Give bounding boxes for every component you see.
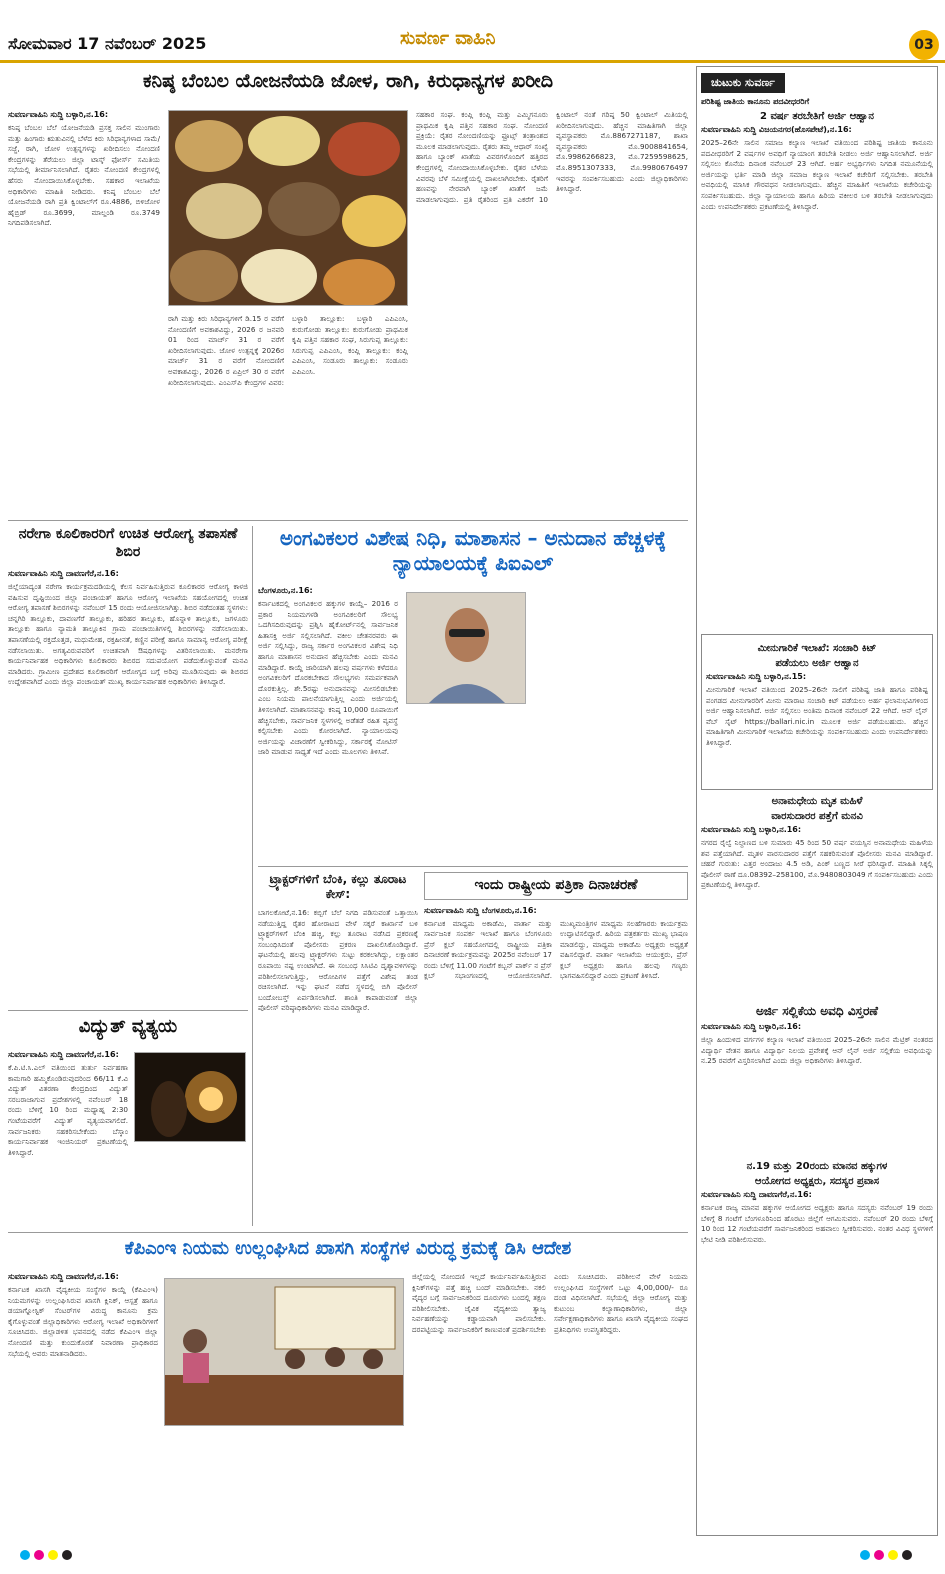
registration-marks [0,1546,945,1566]
pil-byline: ಬೆಂಗಳೂರು,ನ.16: [258,586,313,595]
masthead-rule [0,60,945,63]
pressday-text: ಕರ್ನಾಟಕ ಮಾಧ್ಯಮ ಅಕಾಡೆಮಿ, ವಾರ್ತಾ ಮತ್ತು ಸಾರ್ವಜನಿಕ ಸಂಪರ್ಕ ಇಲಾಖೆ ಹಾಗೂ ಬೆಂಗಳೂರು ಪ್ರೆಸ್ ಕ್ಲಬ್ ಸಹಯೋಗದಲ್ಲಿ ರಾಷ್ಟ್ರೀಯ ಪತ್ರಿಕಾ ದಿನಾಚರಣೆ ಕಾರ್ಯಕ್ರಮವನ್ನು 2025ರ ನವೆಂಬರ್ 17 ರಂದು ಬೆಳಿಗ್ಗೆ 11.00 ಗಂಟೆಗೆ ಕಬ್ಬನ್ ಪಾರ್ಕ್ ನ ಪ್ರೆಸ್ ಕ್ಲಬ್ ಸಭಾಂಗಣದಲ್ಲಿ ಆಯೋಜಿಸಲಾಗಿದೆ. ಮುಖ್ಯಮಂತ್ರಿಗಳ ಮಾಧ್ಯಮ ಸಲಹೆಗಾರರು ಕಾರ್ಯಕ್ರಮ ಉದ್ಘಾಟಿಸಲಿದ್ದಾರೆ. ಹಿರಿಯ ಪತ್ರಕರ್ತರು ಮುಖ್ಯ ಭಾಷಣ ಮಾಡಲಿದ್ದು, ಮಾಧ್ಯಮ ಅಕಾಡೆಮಿ ಅಧ್ಯಕ್ಷರು ಅಧ್ಯಕ್ಷತೆ ವಹಿಸಲಿದ್ದಾರೆ. ವಾರ್ತಾ ಇಲಾಖೆಯ ಆಯುಕ್ತರು, ಪ್ರೆಸ್ ಕ್ಲಬ್ ಅಧ್ಯಕ್ಷರು ಹಾಗೂ ಹಲವು ಗಣ್ಯರು ಭಾಗವಹಿಸಲಿದ್ದಾರೆ ಎಂದು ಪ್ರಕಟಣೆ ತಿಳಿಸಿದೆ. [424,918,688,981]
s5-block [701,1161,933,1313]
s3-subtitle: ವಾರಸುದಾರರ ಪತ್ತೆಗೆ ಮನವಿ [771,811,863,822]
pil-headline: ಅಂಗವಿಕಲರ ವಿಶೇಷ ನಿಧಿ, ಮಾಶಾಸನ – ಅನುದಾನ ಹೆಚ್ಚಳಕ್ಕೆ ನ್ಯಾಯಾಲಯಕ್ಕೆ ಪಿಐಎಲ್ [279,526,667,575]
s1-title: 2 ವರ್ಷ ತರಬೇತಿಗೆ ಅರ್ಜಿ ಆಹ್ವಾನ [760,111,874,122]
pil-text-cont [534,586,688,856]
reg-mark-magenta [34,1550,44,1560]
tractor-text: ಬಾಗಲಕೋಟೆ,ನ.16: ಕಬ್ಬಿಗೆ ಬೆಲೆ ನಿಗದಿ ಪಡಿಸುವಂತೆ ಒತ್ತಾಯಿಸಿ ನಡೆಯುತ್ತಿದ್ದ ರೈತರ ಹೋರಾಟದ ವೇಳೆ ಸಕ್ಕರೆ ಕಾರ್ಖಾನೆ ಬಳಿ ಟ್ರ್ಯಾಕ್ಟರ್‌ಗಳಿಗೆ ಬೆಂಕಿ ಹಚ್ಚಿ, ಕಲ್ಲು ತೂರಾಟ ನಡೆಸಿದ ಪ್ರಕರಣಕ್ಕೆ ಸಂಬಂಧಿಸಿದಂತೆ ಪೊಲೀಸರು ಪ್ರಕರಣ ದಾಖಲಿಸಿಕೊಂಡಿದ್ದಾರೆ. ಘಟನೆಯಲ್ಲಿ ಹಲವು ಟ್ರ್ಯಾಕ್ಟರ್‌ಗಳು ಸುಟ್ಟು ಕರಕಲಾಗಿದ್ದು, ಲಕ್ಷಾಂತರ ರೂಪಾಯಿ ನಷ್ಟ ಉಂಟಾಗಿದೆ. ಈ ಸಂಬಂಧ ಸಿಸಿಟಿವಿ ದೃಶ್ಯಾವಳಿಗಳನ್ನು ಪರಿಶೀಲಿಸಲಾಗುತ್ತಿದ್ದು, ಆರೋಪಿಗಳ ಪತ್ತೆಗೆ ವಿಶೇಷ ತಂಡ ರಚಿಸಲಾಗಿದೆ. ಇನ್ನು ಘಟನೆ ನಡೆದ ಸ್ಥಳದಲ್ಲಿ ಬಿಗಿ ಪೊಲೀಸ್ ಬಂದೋಬಸ್ತ್ ಏರ್ಪಡಿಸಲಾಗಿದೆ. ಶಾಂತಿ ಕಾಪಾಡುವಂತೆ ಜಿಲ್ಲಾ ಪೊಲೀಸ್ ವರಿಷ್ಠಾಧಿಕಾರಿಗಳು ಮನವಿ ಮಾಡಿದ್ದಾರೆ. [258,908,418,1013]
reg-mark-yellow-2 [888,1550,898,1560]
s1-kicker: ಪರಿಶಿಷ್ಟ ಜಾತಿಯ ಕಾನೂನು ಪದವೀಧರರಿಗೆ [701,97,810,106]
pressday-story [424,872,688,1222]
lead-col-2 [168,314,408,514]
kpme-text-1: ಕರ್ನಾಟಕ ಖಾಸಗಿ ವೈದ್ಯಕೀಯ ಸಂಸ್ಥೆಗಳ ಕಾಯ್ದೆ (ಕೆಪಿಎಂಇ) ನಿಯಮಗಳನ್ನು ಉಲ್ಲಂಘಿಸಿರುವ ಖಾಸಗಿ ಕ್ಲಿನಿಕ್, ಆಸ್ಪತ್ರೆ ಹಾಗೂ ಡಯಾಗ್ನೋಸ್ಟಿಕ್ ಸೆಂಟರ್‌ಗಳ ವಿರುದ್ಧ ಕಾನೂನು ಕ್ರಮ ಕೈಗೊಳ್ಳುವಂತೆ ಜಿಲ್ಲಾಧಿಕಾರಿಗಳು ಆರೋಗ್ಯ ಇಲಾಖೆ ಅಧಿಕಾರಿಗಳಿಗೆ ಸೂಚಿಸಿದರು. ಜಿಲ್ಲಾಡಳಿತ ಭವನದಲ್ಲಿ ನಡೆದ ಕೆಪಿಎಂಇ ಜಿಲ್ಲಾ ನೋಂದಣಿ ಮತ್ತು ಕುಂದುಕೊರತೆ ನಿವಾರಣಾ ಪ್ರಾಧಿಕಾರದ ಸಭೆಯಲ್ಲಿ ಅವರು ಮಾತನಾಡಿದರು. [8,1285,158,1358]
s3-text: ನಗರದ ರೈಲ್ವೆ ನಿಲ್ದಾಣದ ಬಳಿ ಸುಮಾರು 45 ರಿಂದ 50 ವರ್ಷ ವಯಸ್ಸಿನ ಅನಾಮಧೇಯ ಮಹಿಳೆಯ ಶವ ಪತ್ತೆಯಾಗಿದೆ. ಮೃತಳ ವಾರಸುದಾರರ ಪತ್ತೆಗೆ ಸಹಕರಿಸುವಂತೆ ಪೊಲೀಸರು ಮನವಿ ಮಾಡಿದ್ದಾರೆ. ಚಹರೆ ಗುರುತು: ಎತ್ತರ ಅಂದಾಜು 4.5 ಅಡಿ, ಪಿಂಕ್ ಬಣ್ಣದ ಸೀರೆ ಧರಿಸಿದ್ದಾರೆ. ಮಾಹಿತಿ ಸಿಕ್ಕಲ್ಲಿ ಪೊಲೀಸ್ ಠಾಣೆ ದೂ.08392–258100, ಮೊ.9480803049 ಗೆ ಸಂಪರ್ಕಿಸಬಹುದು ಎಂದು ಪ್ರಕಟಣೆಯಲ್ಲಿ ತಿಳಿಸಿದ್ದಾರೆ. [701,838,933,890]
s3-block [701,796,933,998]
divider-4 [8,1232,688,1233]
pil-col-1 [258,586,398,860]
s4-text: ಜಿಲ್ಲಾ ಹಿಂದುಳಿದ ವರ್ಗಗಳ ಕಲ್ಯಾಣ ಇಲಾಖೆ ವತಿಯಿಂದ 2025–26ನೇ ಸಾಲಿನ ಮೆಟ್ರಿಕ್ ನಂತರದ ವಿದ್ಯಾರ್ಥಿ ವೇತನ ಹಾಗೂ ವಿದ್ಯಾರ್ಥಿ ನಿಲಯ ಪ್ರವೇಶಕ್ಕೆ ಆನ್ ಲೈನ್ ಅರ್ಜಿ ಸಲ್ಲಿಕೆಯ ಅವಧಿಯನ್ನು ನ.25 ರವರೆಗೆ ವಿಸ್ತರಿಸಲಾಗಿದೆ ಎಂದು ಜಿಲ್ಲಾ ಅಧಿಕಾರಿಗಳು ತಿಳಿಸಿದ್ದಾರೆ. [701,1035,933,1066]
narega-headline: ನರೇಗಾ ಕೂಲಿಕಾರರಿಗೆ ಉಚಿತ ಆರೋಗ್ಯ ತಪಾಸಣೆ ಶಿಬಿರ [18,526,238,560]
grains-photo [168,110,408,306]
narega-text: ಜಿಲ್ಲೆಯಾದ್ಯಂತ ನರೇಗಾ ಕಾರ್ಯಕ್ರಮದಡಿಯಲ್ಲಿ ಕೆಲಸ ನಿರ್ವಹಿಸುತ್ತಿರುವ ಕೂಲಿಕಾರರ ಆರೋಗ್ಯ ಕಾಳಜಿ ವಹಿಸುವ ದೃಷ್ಟಿಯಿಂದ ಜಿಲ್ಲಾ ಪಂಚಾಯತ್ ಹಾಗೂ ಆರೋಗ್ಯ ಇಲಾಖೆಯ ಸಹಯೋಗದಲ್ಲಿ ಉಚಿತ ಆರೋಗ್ಯ ತಪಾಸಣೆ ಶಿಬಿರಗಳನ್ನು ನವೆಂಬರ್ 15 ರಂದು ಆಯೋಜಿಸಲಾಗಿತ್ತು. ಶಿಬಿರ ನಡೆದಂತಹ ಸ್ಥಳಗಳು: ಚನ್ನಗಿರಿ ತಾಲ್ಲೂಕು, ದಾವಣಗೆರೆ ತಾಲ್ಲೂಕು, ಹರಿಹರ ತಾಲ್ಲೂಕು, ಹೊನ್ನಾಳಿ ತಾಲ್ಲೂಕು, ಜಗಳೂರು ತಾಲ್ಲೂಕು ಹಾಗೂ ನ್ಯಾಮತಿ ತಾಲ್ಲೂಕಿನ ಗ್ರಾಮ ಪಂಚಾಯಿತಿಗಳಲ್ಲಿ ಶಿಬಿರಗಳನ್ನು ನಡೆಸಲಾಯಿತು. ತಪಾಸಣೆಯಲ್ಲಿ ರಕ್ತದೊತ್ತಡ, ಮಧುಮೇಹ, ರಕ್ತಹೀನತೆ, ಕಣ್ಣಿನ ಪರೀಕ್ಷೆ ಹಾಗೂ ಸಾಮಾನ್ಯ ಆರೋಗ್ಯ ಪರೀಕ್ಷೆ ನಡೆಸಲಾಯಿತು. ಅಗತ್ಯವಿರುವವರಿಗೆ ಉಚಿತವಾಗಿ ಔಷಧಿಗಳನ್ನು ವಿತರಿಸಲಾಯಿತು. ಮನರೇಗಾ ಕಾರ್ಯನಿರ್ವಾಹಕ ಅಧಿಕಾರಿಗಳು ಕೂಲಿಕಾರರು ಶಿಬಿರದ ಸದುಪಯೋಗ ಪಡೆದುಕೊಳ್ಳುವಂತೆ ಮನವಿ ಮಾಡಿದರು. ಗ್ರಾಮೀಣ ಪ್ರದೇಶದ ಕೂಲಿಕಾರರಿಗೆ ಆರೋಗ್ಯದ ಬಗ್ಗೆ ಅರಿವು ಮೂಡಿಸುವುದು ಈ ಶಿಬಿರದ ಉದ್ದೇಶವಾಗಿದೆ ಎಂದು ಜಿಲ್ಲಾ ಪಂಚಾಯತ್ ಮುಖ್ಯ ಕಾರ್ಯನಿರ್ವಾಹಕ ಅಧಿಕಾರಿಗಳು ತಿಳಿಸಿದ್ದಾರೆ. [8,582,248,687]
reg-mark-cyan-2 [860,1550,870,1560]
reg-mark-black-2 [902,1550,912,1560]
pressday-headline: ಇಂದು ರಾಷ್ಟ್ರೀಯ ಪತ್ರಿಕಾ ದಿನಾಚರಣೆ [424,872,688,900]
power-byline: ಸುವರ್ಣವಾಹಿನಿ ಸುದ್ದಿ ದಾವಣಗೆರೆ,ನ.16: [8,1050,119,1059]
kpme-story [8,1238,688,1534]
divider-1 [8,520,688,521]
kpme-headline: ಕೆಪಿಎಂಇ ನಿಯಮ ಉಲ್ಲಂಘಿಸಿದ ಖಾಸಗಿ ಸಂಸ್ಥೆಗಳ ವಿರುದ್ಧ ಕ್ರಮಕ್ಕೆ ಡಿಸಿ ಆದೇಶ [124,1238,572,1259]
issue-date: ಸೋಮವಾರ 17 ನವೆಂಬರ್ 2025 [8,34,207,53]
divider-2 [258,866,688,867]
lantern-photo [134,1052,246,1142]
tractor-headline: ಟ್ರ್ಯಾಕ್ಟರ್‌ಗಳಿಗೆ ಬೆಂಕಿ, ಕಲ್ಲು ತೂರಾಟ ಕೇಸ್: [269,872,407,901]
sidebar-section-tag: ಚುಟುಕು ಸುವರ್ಣ [701,73,785,93]
power-col [8,1050,128,1226]
s5-subtitle: ಆಯೋಗದ ಅಧ್ಯಕ್ಷರು, ಸದಸ್ಯರ ಪ್ರವಾಸ [754,1176,880,1187]
sidebar [696,66,938,1536]
power-story [8,1016,248,1226]
pil-text: ಕರ್ನಾಟಕದಲ್ಲಿ ಅಂಗವಿಕಲರ ಹಕ್ಕುಗಳ ಕಾಯ್ದೆ– 2016 ರ ಪ್ರಕಾರ ನಿಯಮಗಳಡಿ ಅಂಗವಿಕಲರಿಗೆ ಸೌಲಭ್ಯ ಒದಗಿಸದಿರುವುದನ್ನು ಪ್ರಶ್ನಿಸಿ ಹೈಕೋರ್ಟ್‌ನಲ್ಲಿ ಸಾರ್ವಜನಿಕ ಹಿತಾಸಕ್ತಿ ಅರ್ಜಿ ಸಲ್ಲಿಸಲಾಗಿದೆ. ವಕೀಲ ಚೇತನರವರು ಈ ಅರ್ಜಿ ಸಲ್ಲಿಸಿದ್ದು, ರಾಜ್ಯ ಸರ್ಕಾರ ಅಂಗವಿಕಲರ ವಿಶೇಷ ನಿಧಿ ಹಾಗೂ ಮಾಶಾಸನ ಅನುದಾನ ಹೆಚ್ಚಿಸಬೇಕು ಎಂದು ಮನವಿ ಮಾಡಿದ್ದಾರೆ. ಕಾಯ್ದೆ ಜಾರಿಯಾಗಿ ಹಲವು ವರ್ಷಗಳು ಕಳೆದರೂ ಅಂಗವಿಕಲರಿಗೆ ದೊರಕಬೇಕಾದ ಸೌಲಭ್ಯಗಳು ಸಮರ್ಪಕವಾಗಿ ದೊರಕುತ್ತಿಲ್ಲ. ಶೇ.5ರಷ್ಟು ಅನುದಾನವನ್ನು ಮೀಸಲಿಡಬೇಕು ಎಂಬ ನಿಯಮ ಪಾಲನೆಯಾಗುತ್ತಿಲ್ಲ ಎಂದು ಅರ್ಜಿಯಲ್ಲಿ ತಿಳಿಸಲಾಗಿದೆ. ಮಾಶಾಸನವನ್ನು ಕನಿಷ್ಠ 10,000 ರೂಪಾಯಿಗೆ ಹೆಚ್ಚಿಸಬೇಕು, ಸಾರ್ವಜನಿಕ ಸ್ಥಳಗಳಲ್ಲಿ ಅಡೆತಡೆ ರಹಿತ ವ್ಯವಸ್ಥೆ ಕಲ್ಪಿಸಬೇಕು ಎಂದು ಕೋರಲಾಗಿದೆ. ನ್ಯಾಯಾಲಯವು ಅರ್ಜಿಯನ್ನು ವಿಚಾರಣೆಗೆ ಸ್ವೀಕರಿಸಿದ್ದು, ಸರ್ಕಾರಕ್ಕೆ ನೋಟಿಸ್ ಜಾರಿ ಮಾಡುವ ಸಾಧ್ಯತೆ ಇದೆ ಎಂದು ಮೂಲಗಳು ತಿಳಿಸಿವೆ. [258,599,398,757]
lead-text-3: ಸಹಕಾರ ಸಂಘ. ಕಂಪ್ಲಿ ಕಂಪ್ಲಿ ಮತ್ತು ಎಮ್ಮಿಗನೂರು ಪ್ರಾಥಮಿಕ ಕೃಷಿ ಪತ್ತಿನ ಸಹಕಾರ ಸಂಘ. ನೋಂದಣಿ ಪ್ರಕ್ರಿಯೆ: ರೈತರ ನೋಂದಣಿಯನ್ನು ಫ್ರೂಟ್ಸ್ ತಂತ್ರಾಂಶದ ಮೂಲಕ ಮಾಡಲಾಗುವುದು. ರೈತರು ತಮ್ಮ ಆಧಾರ್ ಸಂಖ್ಯೆ ಹಾಗೂ ಬ್ಯಾಂಕ್ ಖಾತೆಯ ವಿವರಗಳೊಂದಿಗೆ ಹತ್ತಿರದ ಕೇಂದ್ರಗಳಲ್ಲಿ ನೋಂದಾಯಿಸಿಕೊಳ್ಳಬೇಕು. ರೈತರ ಬೆಳೆಯ ವಿವರವು ಬೆಳೆ ಸಮೀಕ್ಷೆಯಲ್ಲಿ ದಾಖಲಾಗಿರಬೇಕು. ರೈತರಿಗೆ ಹಣವನ್ನು ನೇರವಾಗಿ ಬ್ಯಾಂಕ್ ಖಾತೆಗೆ ಜಮೆ ಮಾಡಲಾಗುವುದು. ಪ್ರತಿ ರೈತರಿಂದ ಪ್ರತಿ ಎಕರೆಗೆ 10 ಕ್ವಿಂಟಾಲ್ ನಂತೆ ಗರಿಷ್ಠ 50 ಕ್ವಿಂಟಾಲ್ ಮಿತಿಯಲ್ಲಿ ಖರೀದಿಸಲಾಗುವುದು. ಹೆಚ್ಚಿನ ಮಾಹಿತಿಗಾಗಿ ಜಿಲ್ಲಾ ವ್ಯವಸ್ಥಾಪಕರು ಮೊ.8867271187, ಶಾಖಾ ವ್ಯವಸ್ಥಾಪಕರು ಮೊ.9008841654, ಮೊ.9986266823, ಮೊ.7259598625, ಮೊ.8951307333, ಮೊ.9980676497 ಇವರನ್ನು ಸಂಪರ್ಕಿಸಬಹುದು ಎಂದು ಜಿಲ್ಲಾಧಿಕಾರಿಗಳು ತಿಳಿಸಿದ್ದಾರೆ. [416,110,688,204]
s3-byline: ಸುವರ್ಣವಾಹಿನಿ ಸುದ್ದಿ ಬಳ್ಳಾರಿ,ನ.16: [701,825,802,834]
narega-byline: ಸುವರ್ಣವಾಹಿನಿ ಸುದ್ದಿ ದಾವಣಗೆರೆ,ನ.16: [8,569,119,578]
s2-title: ಮೀನುಗಾರಿಕೆ ಇಲಾಖೆ: ಸಂಚಾರಿ ಕಿಟ್ [757,643,877,654]
narega-story [8,526,248,1006]
power-text: ಕೆ.ಪಿ.ಟಿ.ಸಿ.ಎಲ್ ವತಿಯಿಂದ ತುರ್ತು ನಿರ್ವಹಣಾ ಕಾಮಗಾರಿ ಹಮ್ಮಿಕೊಂಡಿರುವುದರಿಂದ 66/11 ಕೆ.ವಿ ವಿದ್ಯುತ್ ವಿತರಣಾ ಕೇಂದ್ರದಿಂದ ವಿದ್ಯುತ್ ಸರಬರಾಜಾಗುವ ಪ್ರದೇಶಗಳಲ್ಲಿ ನವೆಂಬರ್ 18 ರಂದು ಬೆಳಿಗ್ಗೆ 10 ರಿಂದ ಮಧ್ಯಾಹ್ನ 2:30 ಗಂಟೆಯವರೆಗೆ ವಿದ್ಯುತ್ ವ್ಯತ್ಯಯವಾಗಲಿದೆ. ಸಾರ್ವಜನಿಕರು ಸಹಕರಿಸಬೇಕೆಂದು ಬೆಸ್ಕಾಂ ಕಾರ್ಯನಿರ್ವಾಹಕ ಇಂಜಿನಿಯರ್ ಪ್ರಕಟಣೆಯಲ್ಲಿ ತಿಳಿಸಿದ್ದಾರೆ. [8,1063,128,1157]
masthead [0,0,945,64]
divider-v-1 [252,526,253,1226]
lead-headline: ಕನಿಷ್ಠ ಬೆಂಬಲ ಯೋಜನೆಯಡಿ ಜೋಳ, ರಾಗಿ, ಕಿರುಧಾನ್ಯಗಳ ಖರೀದಿ [142,70,554,92]
s4-byline: ಸುವರ್ಣವಾಹಿನಿ ಸುದ್ದಿ ಬಳ್ಳಾರಿ,ನ.16: [701,1022,802,1031]
pil-story [258,526,688,861]
divider-3 [8,1010,248,1011]
reg-mark-black [62,1550,72,1560]
kpme-col-2 [164,1432,404,1534]
s5-byline: ಸುವರ್ಣವಾಹಿನಿ ಸುದ್ದಿ ದಾವಣಗೆರೆ,ನ.16: [701,1190,812,1199]
s2-subtitle: ಪಡೆಯಲು ಅರ್ಜಿ ಆಹ್ವಾನ [775,658,859,669]
s2-text: ಮೀನುಗಾರಿಕೆ ಇಲಾಖೆ ವತಿಯಿಂದ 2025–26ನೇ ಸಾಲಿಗೆ ಪರಿಶಿಷ್ಟ ಜಾತಿ ಹಾಗೂ ಪರಿಶಿಷ್ಟ ಪಂಗಡದ ಮೀನುಗಾರರಿಗೆ ಮೀನು ಮಾರಾಟ ಸಂಚಾರಿ ಕಿಟ್ ಪಡೆಯಲು ಅರ್ಹ ಫಲಾನುಭವಿಗಳಿಂದ ಅರ್ಜಿ ಆಹ್ವಾನಿಸಲಾಗಿದೆ. ಅರ್ಜಿ ಸಲ್ಲಿಸಲು ಅಂತಿಮ ದಿನಾಂಕ ನವೆಂಬರ್ 22 ಆಗಿದೆ. ಆನ್ ಲೈನ್ ವೆಬ್ ಸೈಟ್ https://ballari.nic.in ಮೂಲಕ ಅರ್ಜಿ ಪಡೆಯಬಹುದು. ಹೆಚ್ಚಿನ ಮಾಹಿತಿಗಾಗಿ ಮೀನುಗಾರಿಕೆ ಇಲಾಖೆಯ ಕಚೇರಿಯನ್ನು ಸಂಪರ್ಕಿಸಬಹುದು ಎಂದು ಉಪನಿರ್ದೇಶಕರು ತಿಳಿಸಿದ್ದಾರೆ. [706,685,928,747]
s5-text: ಕರ್ನಾಟಕ ರಾಜ್ಯ ಮಾನವ ಹಕ್ಕುಗಳ ಆಯೋಗದ ಅಧ್ಯಕ್ಷರು ಹಾಗೂ ಸದಸ್ಯರು ನವೆಂಬರ್ 19 ರಂದು ಬೆಳಿಗ್ಗೆ 8 ಗಂಟೆಗೆ ಬೆಂಗಳೂರಿನಿಂದ ಹೊರಟು ಜಿಲ್ಲೆಗೆ ಆಗಮಿಸುವರು. ನವೆಂಬರ್ 20 ರಂದು ಬೆಳಿಗ್ಗೆ 10 ರಿಂದ 12 ಗಂಟೆಯವರೆಗೆ ಸಾರ್ವಜನಿಕರಿಂದ ಅಹವಾಲು ಸ್ವೀಕರಿಸುವರು. ನಂತರ ವಿವಿಧ ಸ್ಥಳಗಳಿಗೆ ಭೇಟಿ ನೀಡಿ ಪರಿಶೀಲಿಸುವರು. [701,1203,933,1244]
reg-mark-magenta-2 [874,1550,884,1560]
s2-byline: ಸುವರ್ಣವಾಹಿನಿ ಸುದ್ದಿ ಬಳ್ಳಾರಿ,ನ.15: [706,672,807,681]
s3-title: ಅನಾಮಧೇಯ ಮೃತ ಮಹಿಳೆ [771,796,863,807]
power-headline: ವಿದ್ಯುತ್ ವ್ಯತ್ಯಯ [78,1016,178,1037]
advocate-photo [406,592,526,704]
kpme-col-1 [8,1272,158,1534]
s5-title: ನ.19 ಮತ್ತು 20ರಂದು ಮಾನವ ಹಕ್ಕುಗಳ [746,1161,888,1172]
lead-story [8,66,688,516]
s1-text: 2025–26ನೇ ಸಾಲಿನ ಸಮಾಜ ಕಲ್ಯಾಣ ಇಲಾಖೆ ವತಿಯಿಂದ ಪರಿಶಿಷ್ಟ ಜಾತಿಯ ಕಾನೂನು ಪದವೀಧರರಿಗೆ 2 ವರ್ಷಗಳ ಅವಧಿಗೆ ನ್ಯಾಯಾಂಗ ತರಬೇತಿ ನೀಡಲು ಅರ್ಜಿ ಆಹ್ವಾನಿಸಲಾಗಿದೆ. ಅರ್ಜಿ ಸಲ್ಲಿಸಲು ಕೊನೆಯ ದಿನಾಂಕ ನವೆಂಬರ್ 23 ಆಗಿದೆ. ಅರ್ಹ ಅಭ್ಯರ್ಥಿಗಳು ನಿಗದಿತ ನಮೂನೆಯಲ್ಲಿ ಅರ್ಜಿಯನ್ನು ಭರ್ತಿ ಮಾಡಿ ಜಿಲ್ಲಾ ಸಮಾಜ ಕಲ್ಯಾಣ ಇಲಾಖೆ ಕಚೇರಿಗೆ ಸಲ್ಲಿಸಬೇಕು. ತರಬೇತಿ ಅವಧಿಯಲ್ಲಿ ಮಾಸಿಕ ಗೌರವಧನ ನೀಡಲಾಗುವುದು. ಹೆಚ್ಚಿನ ಮಾಹಿತಿಗೆ ಇಲಾಖೆಯ ಕಚೇರಿಯನ್ನು ಸಂಪರ್ಕಿಸಬಹುದು. ಜಿಲ್ಲಾ ನ್ಯಾಯಾಲಯ ಹಾಗೂ ಹಿರಿಯ ವಕೀಲರ ಬಳಿ ತರಬೇತಿ ನೀಡಲಾಗುವುದು ಎಂದು ಉಪನಿರ್ದೇಶಕರು ಪ್ರಕಟಣೆಯಲ್ಲಿ ತಿಳಿಸಿದ್ದಾರೆ. [701,138,933,211]
reg-mark-cyan [20,1550,30,1560]
lead-col-3 [416,110,688,514]
s4-block [701,1004,933,1155]
pil-col-2 [534,586,688,860]
s1-byline: ಸುವರ್ಣವಾಹಿನಿ ಸುದ್ದಿ ವಿಜಯನಗರ(ಹೊಸಪೇಟೆ),ನ.16: [701,125,852,134]
lead-text-2: ರಾಗಿ ಮತ್ತು ಕಿರು ಸಿರಿಧಾನ್ಯಗಳಿಗೆ ಡಿ.15 ರ ವರೆಗೆ ನೋಂದಣಿಗೆ ಅವಕಾಶವಿದ್ದು, 2026 ರ ಜನವರಿ 01 ರಿಂದ ಮಾರ್ಚ್ 31 ರ ವರೆಗೆ ಖರೀದಿಸಲಾಗುವುದು. ಜೋಳ ಉತ್ಪನ್ನಕ್ಕೆ 2026ರ ಮಾರ್ಚ್ 31 ರ ವರೆಗೆ ನೋಂದಣಿಗೆ ಅವಕಾಶವಿದ್ದು, 2026 ರ ಏಪ್ರಿಲ್ 30 ರ ವರೆಗೆ ಖರೀದಿಸಲಾಗುವುದು. ಎಂಎಸ್‌ಪಿ ಕೇಂದ್ರಗಳ ವಿವರ: ಬಳ್ಳಾರಿ ತಾಲ್ಲೂಕು: ಬಳ್ಳಾರಿ ಎಪಿಎಂಸಿ, ಕುರುಗೋಡು ತಾಲ್ಲೂಕು: ಕುರುಗೋಡು ಪ್ರಾಥಮಿಕ ಕೃಷಿ ಪತ್ತಿನ ಸಹಕಾರ ಸಂಘ, ಸಿರುಗುಪ್ಪ ತಾಲ್ಲೂಕು: ಸಿರುಗುಪ್ಪ ಎಪಿಎಂಸಿ, ಕಂಪ್ಲಿ ತಾಲ್ಲೂಕು: ಕಂಪ್ಲಿ ಎಪಿಎಂಸಿ, ಸಂಡೂರು ತಾಲ್ಲೂಕು: ಸಂಡೂರು ಎಪಿಎಂಸಿ. [168,314,408,387]
lead-byline: ಸುವರ್ಣವಾಹಿನಿ ಸುದ್ದಿ ಬಳ್ಳಾರಿ,ನ.16: [8,110,109,119]
kpme-text-2: ಜಿಲ್ಲೆಯಲ್ಲಿ ನೋಂದಣಿ ಇಲ್ಲದೆ ಕಾರ್ಯನಿರ್ವಹಿಸುತ್ತಿರುವ ಕ್ಲಿನಿಕ್‌ಗಳನ್ನು ಪತ್ತೆ ಹಚ್ಚಿ ಬಂದ್ ಮಾಡಿಸಬೇಕು. ನಕಲಿ ವೈದ್ಯರ ಬಗ್ಗೆ ಸಾರ್ವಜನಿಕರಿಂದ ದೂರುಗಳು ಬಂದಲ್ಲಿ ತಕ್ಷಣ ಪರಿಶೀಲಿಸಬೇಕು. ಜೈವಿಕ ವೈದ್ಯಕೀಯ ತ್ಯಾಜ್ಯ ನಿರ್ವಹಣೆಯನ್ನು ಕಡ್ಡಾಯವಾಗಿ ಪಾಲಿಸಬೇಕು. ದರಪಟ್ಟಿಯನ್ನು ಸಾರ್ವಜನಿಕರಿಗೆ ಕಾಣುವಂತೆ ಪ್ರದರ್ಶಿಸಬೇಕು ಎಂದು ಸೂಚಿಸಿದರು. ಪರಿಶೀಲನೆ ವೇಳೆ ನಿಯಮ ಉಲ್ಲಂಘಿಸಿದ ಸಂಸ್ಥೆಗಳಿಗೆ ಒಟ್ಟು 4,00,000/- ರೂ ದಂಡ ವಿಧಿಸಲಾಗಿದೆ. ಸಭೆಯಲ್ಲಿ ಜಿಲ್ಲಾ ಆರೋಗ್ಯ ಮತ್ತು ಕುಟುಂಬ ಕಲ್ಯಾಣಾಧಿಕಾರಿಗಳು, ಜಿಲ್ಲಾ ಸರ್ವೇಕ್ಷಣಾಧಿಕಾರಿಗಳು ಹಾಗೂ ಖಾಸಗಿ ವೈದ್ಯಕೀಯ ಸಂಘದ ಪ್ರತಿನಿಧಿಗಳು ಉಪಸ್ಥಿತರಿದ್ದರು. [412,1272,688,1334]
lead-col-1 [8,110,160,514]
reg-mark-yellow [48,1550,58,1560]
kpme-col-3 [412,1272,688,1534]
s4-title: ಅರ್ಜಿ ಸಲ್ಲಿಕೆಯ ಅವಧಿ ವಿಸ್ತರಣೆ [755,1004,879,1018]
page-number: 03 [909,30,939,60]
lead-text-1: ಕನಿಷ್ಠ ಬೆಂಬಲ ಬೆಲೆ ಯೋಜನೆಯಡಿ ಪ್ರಸಕ್ತ ಸಾಲಿನ ಮುಂಗಾರು ಮತ್ತು ಹಿಂಗಾರು ಋತುವಿನಲ್ಲಿ ಬೆಳೆದ ಕಿರು ಸಿರಿಧಾನ್ಯಗಳಾದ ಸಾಮೆ/ಸಜ್ಜೆ, ರಾಗಿ, ಜೋಳ ಉತ್ಪನ್ನಗಳನ್ನು ಖರೀದಿಸಲು ನೋಂದಣಿ ಕೇಂದ್ರಗಳನ್ನು ತೆರೆಯಲು ಜಿಲ್ಲಾ ಟಾಸ್ಕ್ ಫೋರ್ಸ್ ಸಮಿತಿಯ ಸಭೆಯಲ್ಲಿ ತೀರ್ಮಾನಿಸಲಾಗಿದೆ. ರೈತರು ನೋಂದಣಿ ಕೇಂದ್ರಗಳಲ್ಲಿ ಹೆಸರು ನೋಂದಾಯಿಸಿಕೊಳ್ಳಬೇಕು. ಸಹಕಾರ ಇಲಾಖೆಯ ಅಧಿಕಾರಿಗಳು ಮಾಹಿತಿ ನೀಡಿದರು. ಕನಿಷ್ಠ ಬೆಂಬಲ ಬೆಲೆ ಯೋಜನೆಯಡಿ ರಾಗಿ ಪ್ರತಿ ಕ್ವಿಂಟಾಲ್‌ಗೆ ರೂ.4886, ಬಿಳಿಜೋಳ ಹೈಬ್ರಿಡ್ ರೂ.3699, ಮಾಲ್ದಂಡಿ ರೂ.3749 ನಿಗದಿಪಡಿಸಲಾಗಿದೆ. [8,123,160,228]
kpme-byline: ಸುವರ್ಣವಾಹಿನಿ ಸುದ್ದಿ ದಾವಣಗೆರೆ,ನ.16: [8,1272,119,1281]
tractor-story [258,872,418,1222]
pressday-byline: ಸುವರ್ಣವಾಹಿನಿ ಸುದ್ದಿ ಬೆಂಗಳೂರು,ನ.16: [424,905,537,915]
meeting-photo [164,1278,404,1426]
newspaper-logo: ಸುವರ್ಣ ವಾಹಿನಿ [400,28,496,49]
s2-box [701,634,933,790]
